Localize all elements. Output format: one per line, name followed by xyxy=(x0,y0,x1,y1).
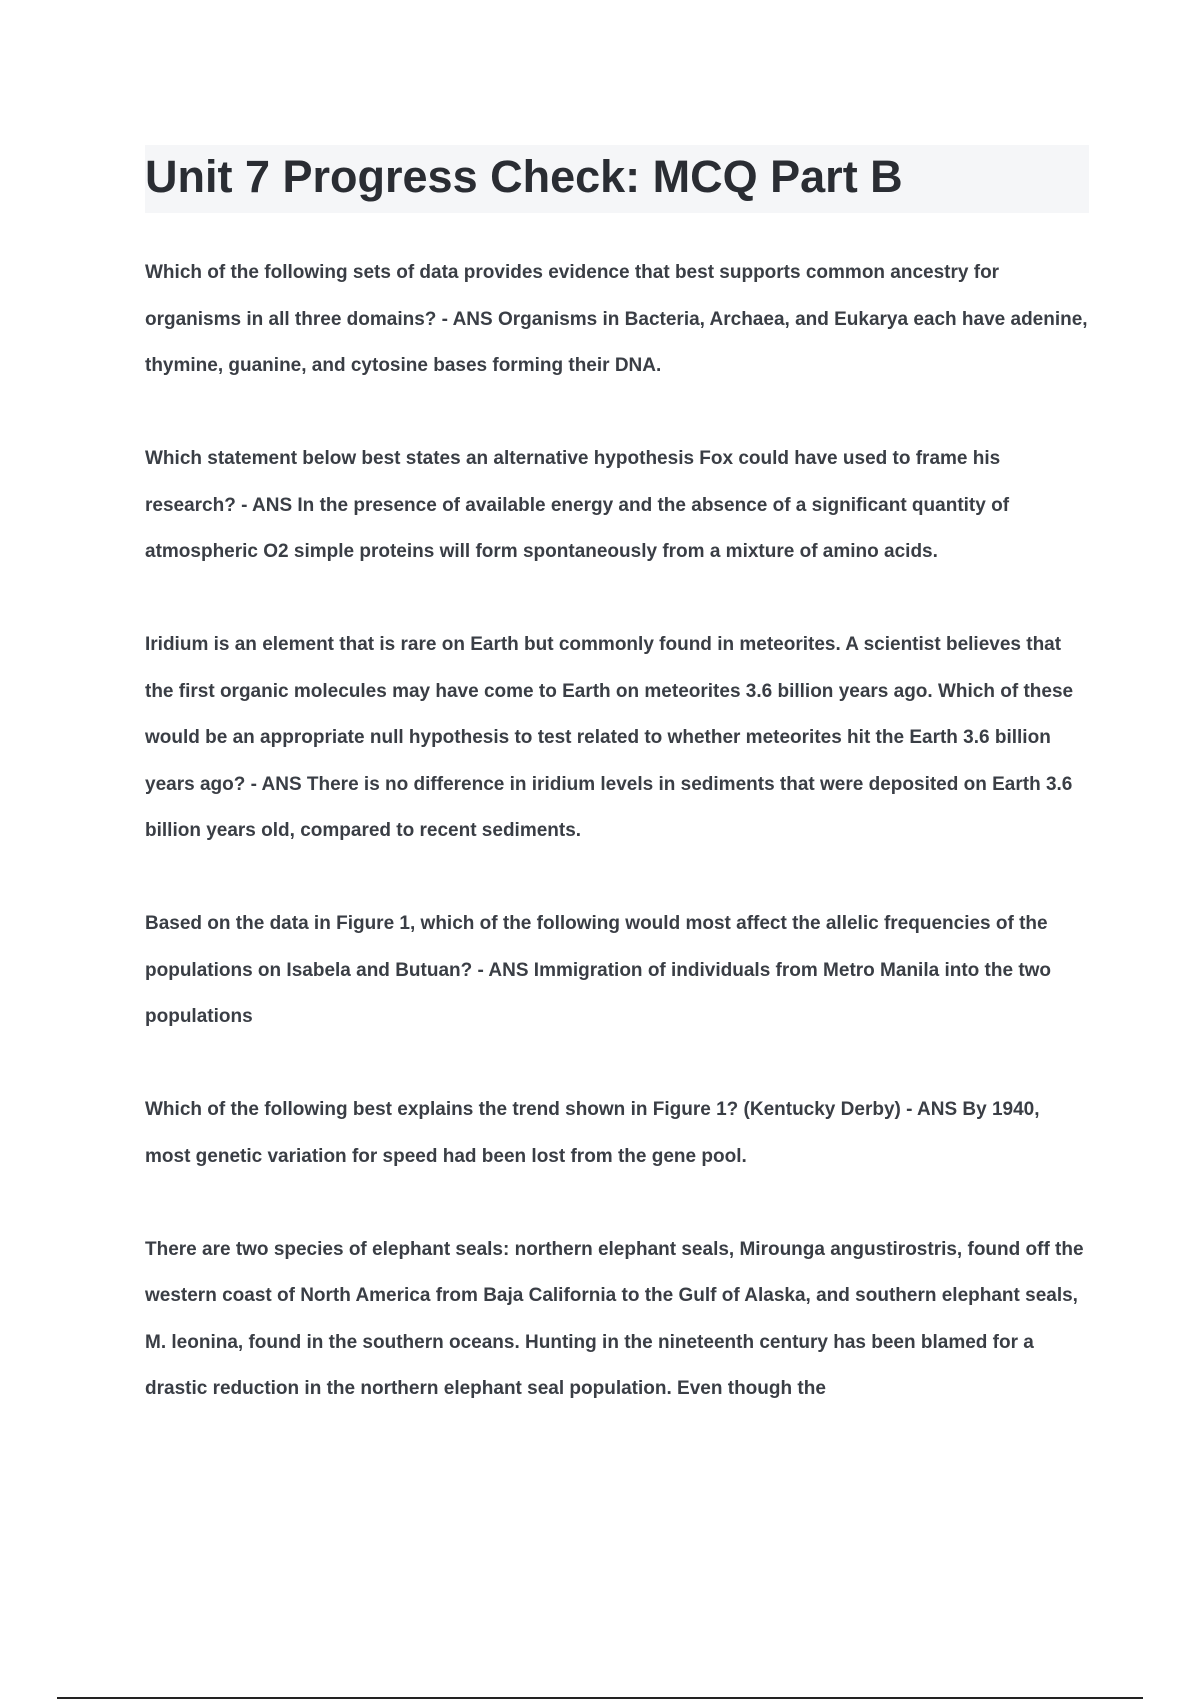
qa-item-3: Iridium is an element that is rare on Earth but commonly found in meteorites. A scientist believes that the first organic molecules may have come to Earth on meteorites 3.6 billion years ago. Which of these would be an appropriate null hypothesis to test related to whether meteorites hit the Earth 3.6 billion years ago? - ANS There is no difference in iridium levels in sediments that were deposited on Earth 3.6 billion years old, compared to recent sediments. xyxy=(145,634,1074,841)
qa-item-1: Which of the following sets of data provides evidence that best supports common ancestry for organisms in all three domains? - ANS Organisms in Bacteria, Archaea, and Eukarya each have adenine, thymine, guanine, and cytosine bases forming their DNA. xyxy=(145,262,1088,376)
qa-item-2: Which statement below best states an alternative hypothesis Fox could have used to frame his research? - ANS In the presence of available energy and the absence of a significant quantity of atmospheric O2 simple proteins will form spontaneously from a mixture of amino acids. xyxy=(145,448,1010,562)
question-answer-list xyxy=(145,250,1090,1459)
qa-item-4: Based on the data in Figure 1, which of the following would most affect the allelic frequencies of the populations on Isabela and Butuan? - ANS Immigration of individuals from Metro Manila into the two populations xyxy=(145,913,1052,1027)
page-title: Unit 7 Progress Check: MCQ Part B xyxy=(145,151,903,202)
page-footer-divider xyxy=(57,1697,1143,1699)
qa-item-6: There are two species of elephant seals: northern elephant seals, Mirounga angustirostris, found off the western coast of North America from Baja California to the Gulf of Alaska, and southern elephant seals, M. leonina, found in the southern oceans. Hunting in the nineteenth century has been blamed for a drastic reduction in the northern elephant seal population. Even though the xyxy=(145,1238,1084,1399)
qa-item-5: Which of the following best explains the trend shown in Figure 1? (Kentucky Derby) - ANS By 1940, most genetic variation for speed had been lost from the gene pool. xyxy=(145,1099,1040,1167)
